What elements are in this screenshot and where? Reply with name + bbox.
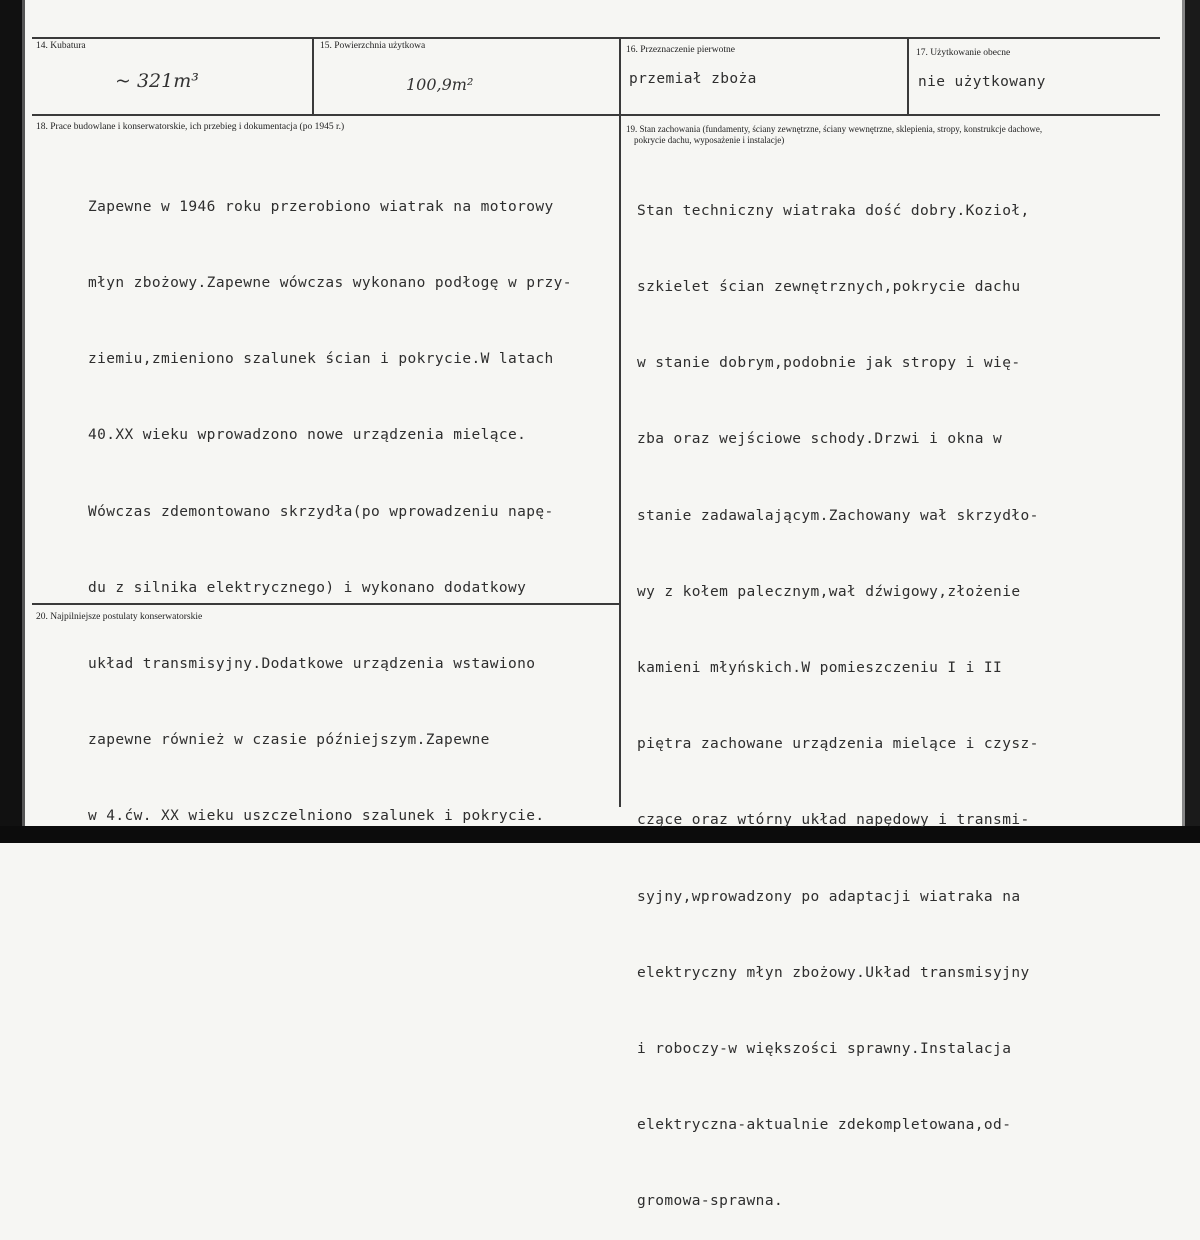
divider-16-17	[907, 37, 909, 115]
text-line: 40.XX wieku wprowadzono nowe urządzenia mielące.	[88, 427, 527, 444]
text-line: elektryczny młyn zbożowy.Układ transmisyjny	[637, 964, 1030, 981]
field-19-text	[637, 148, 1039, 1240]
scan-frame-right	[1185, 0, 1200, 843]
text-line: Stan techniczny wiatraka dość dobry.Kozioł,	[637, 202, 1030, 219]
text-line: w 4.ćw. XX wieku uszczelniono szalunek i pokrycie.	[88, 808, 545, 825]
field-18-text	[88, 144, 572, 855]
row1-bottom-rule	[32, 114, 1160, 116]
text-line: Wówczas zdemontowano skrzydła(po wprowadzeniu napę-	[88, 503, 554, 520]
text-line: du z silnika elektrycznego) i wykonano dodatkowy	[88, 579, 527, 596]
field-20-label: 20. Najpilniejsze postulaty konserwatorskie	[36, 612, 203, 622]
text-line: elektryczna-aktualnie zdekompletowana,od-	[637, 1117, 1012, 1134]
field-15-label: 15. Powierzchnia użytkowa	[320, 41, 426, 51]
text-line: gromowa-sprawna.	[637, 1193, 784, 1210]
top-rule	[32, 37, 1160, 39]
field-14-label: 14. Kubatura	[36, 41, 86, 51]
text-line: syjny,wprowadzony po adaptacji wiatraka na	[637, 888, 1021, 905]
text-line: piętra zachowane urządzenia mielące i czysz-	[637, 736, 1039, 753]
scan-frame-left-edge	[22, 0, 25, 843]
field-19-label-line2: pokrycie dachu, wyposażenie i instalacje)	[634, 135, 785, 145]
text-line: młyn zbożowy.Zapewne wówczas wykonano podłogę w przy-	[88, 275, 572, 292]
field-17-label: 17. Użytkowanie obecne	[916, 48, 1011, 58]
field-15-value: 100,9m²	[406, 75, 474, 94]
text-line: stanie zadawalającym.Zachowany wał skrzydło-	[637, 507, 1039, 524]
divider-14-15	[312, 37, 314, 115]
scan-frame-left	[0, 0, 22, 843]
field-19-label-line1: 19. Stan zachowania (fundamenty, ściany zewnętrzne, ściany wewnętrzne, sklepienia, stropy, konstrukcje dachowe,	[626, 124, 1043, 134]
divider-15-16	[619, 37, 621, 807]
text-line: zba oraz wejściowe schody.Drzwi i okna w	[637, 431, 1003, 448]
text-line: zapewne również w czasie późniejszym.Zapewne	[88, 732, 490, 749]
field-14-value: ~ 321m³	[115, 70, 199, 92]
field-17-value: nie użytkowany	[918, 74, 1046, 90]
text-line: i roboczy-w większości sprawny.Instalacja	[637, 1041, 1012, 1058]
text-line: Zapewne w 1946 roku przerobiono wiatrak na motorowy	[88, 198, 554, 215]
text-line: układ transmisyjny.Dodatkowe urządzenia wstawiono	[88, 656, 536, 673]
text-line: ziemiu,zmieniono szalunek ścian i pokrycie.W latach	[88, 351, 554, 368]
field-16-value: przemiał zboża	[629, 71, 757, 87]
text-line: wy z kołem palecznym,wał dźwigowy,złożenie	[637, 583, 1021, 600]
text-line: w stanie dobrym,podobnie jak stropy i wię-	[637, 355, 1021, 372]
scan-frame-right-edge	[1182, 0, 1185, 843]
field-18-label: 18. Prace budowlane i konserwatorskie, ich przebieg i dokumentacja (po 1945 r.)	[36, 122, 345, 132]
text-line: kamieni młyńskich.W pomieszczeniu I i II	[637, 660, 1003, 677]
field-16-label: 16. Przeznaczenie pierwotne	[626, 45, 735, 55]
text-line: szkielet ścian zewnętrznych,pokrycie dachu	[637, 279, 1021, 296]
text-line: czące oraz wtórny układ napędowy i transmi-	[637, 812, 1030, 829]
